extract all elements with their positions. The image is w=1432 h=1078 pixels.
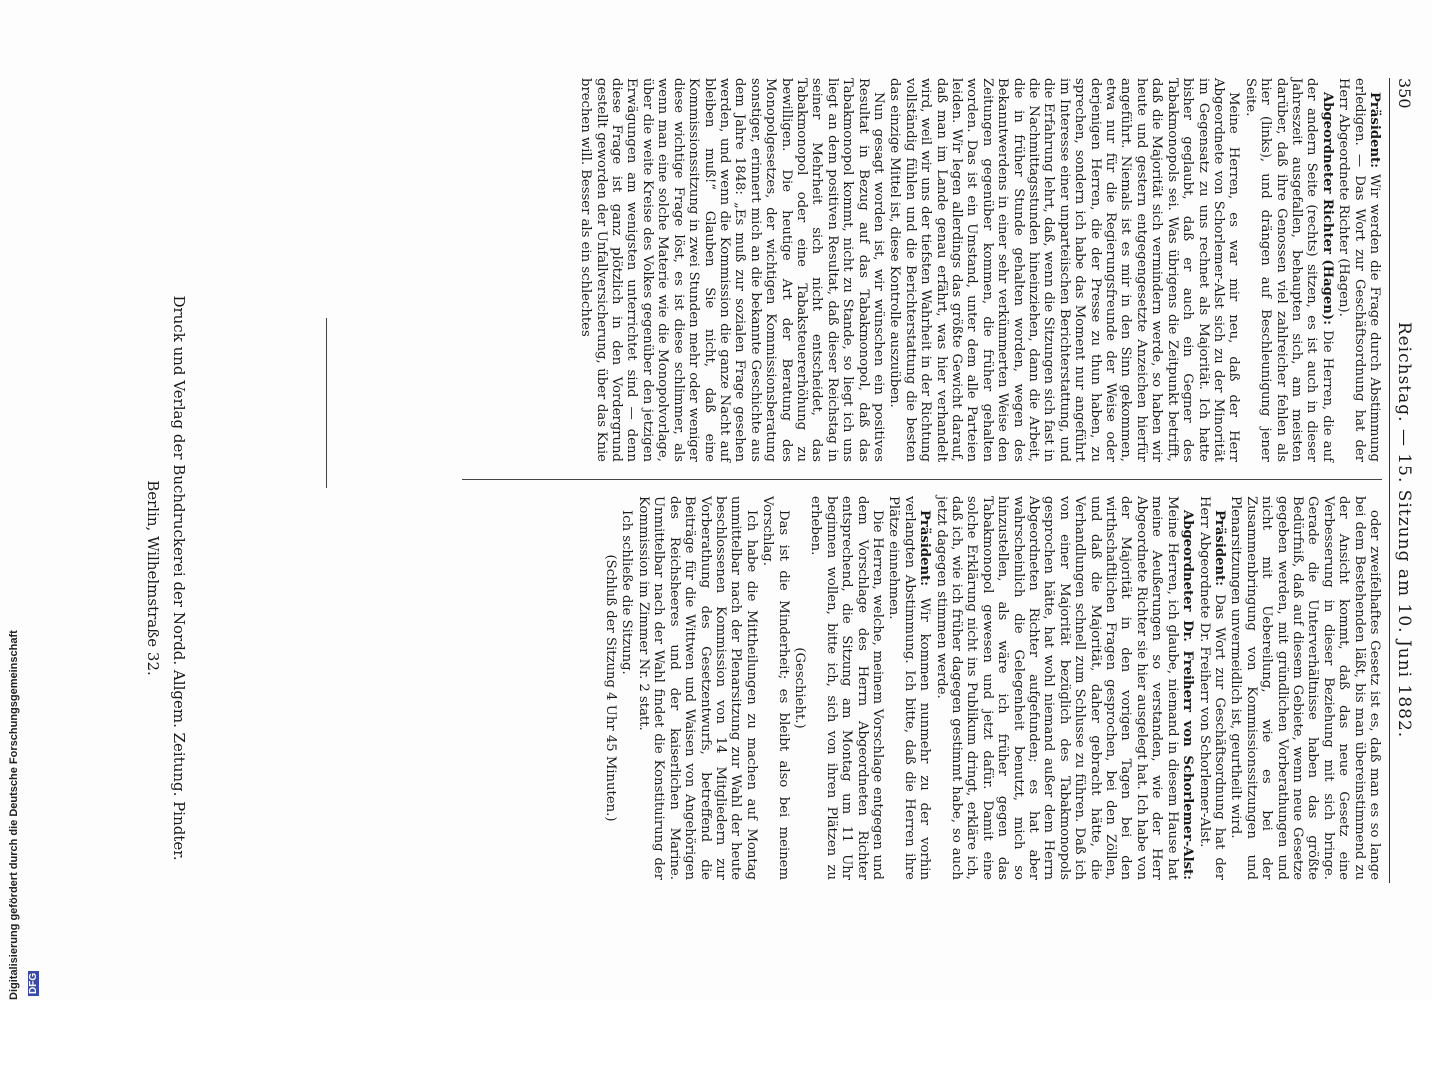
speaker-name: Abgeordneter Richter (Hagen): (1319, 92, 1335, 325)
paragraph (619, 496, 634, 880)
paragraph (808, 496, 885, 880)
paragraph-text: Meine Herren, ich glaube, niemand in diesem Hause hat meine Aeußerungen so verstanden, wie der Herr Abgeordnete Richter sie hier ausgelegt hat. Ich habe von der Majorität in den vorigen Tagen bei den wirthschaftlichen Fragen gesprochen, bei den Zöllen, und daß die Majorität, daher gebracht hätte, die Verhandlungen schnell zum Schlusse zu führen. Daß ich von einer Majorität bezüglich des Tabakmonopols gesprochen hätte, hat wohl niemand außer dem Herrn Abgeordneten Richter aufgefunden; es hat aber wahrscheinlich die Gelegenheit benutzt, mich so hinzustellen, als wäre ich früher gegen das Tabakmonopol gewesen und jetzt dafür. Damit eine solche Erklärung nicht ins Publikum dringt, erkläre ich, daß ich, wie ich früher dagegen gestimmt habe, so auch jetzt dagegen stimmen werde. (933, 496, 1180, 880)
paragraph (636, 496, 759, 880)
paragraph (886, 496, 932, 880)
speaker-name: Präsident: (1211, 510, 1227, 587)
paragraph-text: Die Herren, die auf der andern Seite (rechts) sitzen, es ist auch in dieser Jahreszeit ausgefallen, behaupten sich, am meisten darüber, daß ihre Genossen viel zahlreicher fehlen als hier (links), und drängen auf Beschleunigung jener Seite. (1242, 78, 1335, 463)
digitization-strip (2, 600, 39, 1000)
paragraph (1242, 78, 1334, 462)
digitization-note: Digitalisierung gefördert durch die Deutsche Forschungsgemeinschaft (8, 630, 20, 1000)
speaker-name: Präsident: (1367, 92, 1382, 169)
paragraph (578, 78, 886, 462)
speaker-name: Präsident: (917, 510, 933, 587)
paragraph (887, 78, 1241, 462)
paragraph (603, 496, 618, 880)
paragraph (792, 496, 807, 880)
paragraph-text: Ich schließe die Sitzung. (619, 510, 635, 675)
paragraph-text: (Geschieht.) (791, 647, 807, 729)
paragraph-text: Meine Herren, es war mir neu, daß der Herr Abgeordnete von Schorlemer-Alst sich zu der Minorität im Gegensatz zu uns rechnet als Majorität. Ich hatte bisher geglaubt, daß er auch ein Gegner des Tabakmonopols sei. Was übrigens die Zeitpunkt betrifft, daß die Majorität sich vermindern werde, so haben wir heute und gestern entgegengesetzte Anzeichen hierfür angeführt. Niemals ist es mir in den Sinn gekommen, etwa nur für die Regierungsfreunde der Weise oder derjenigen Herren, die der Presse zu thun haben, zu sprechen, sondern ich habe das Moment nur angeführt im Interesse einer unparteiischen Berichterstattung, und die Erfahrung lehrt, daß, wenn die Sitzungen sich fast in die Nachmittagsstunden hineinziehen, dann die Arbeit, die in früher Stunde gehalten worden, wegen des Bekanntwerdens in einer sehr verkümmerten Weise den Zeitungen gegenüber kommen, die früher gehalten worden. Das ist ein Umstand, unter dem alle Parteien leiden. Wir legen allerdings das größte Gewicht darauf, daß man im Lande genau erfährt, was hier verhandelt wird, weil wir uns der tiefsten Wahrheit in der Richtung vollständig fühlen und die Berichterstattung die besten das einzige Mittel ist, diese Kontrolle auszuüben. (887, 78, 1242, 462)
paragraph-text: Wir werden die Frage durch Abstimmung erledigen. — Das Wort zur Geschäftsordnung hat der Herr Abgeordnete Richter (Hagen). (1336, 78, 1382, 462)
paragraph-text: oder zweifelhaftes Gesetz ist es, daß man es so lange bei dem Bestehenden läßt, bis man übereinstimmend zu der Ansicht kommt, daß das neue Gesetz eine Verbesserung in dieser Beziehung mit sich bringe. Gerade die Unterverhältnisse haben das größte Bedürfniß, daß auf diesem Gebiete, wenn neue Gesetze gegeben werden, mit gründlichen Vorberathungen und nicht mit Uebereilung, wie es bei der Zusammenbringung von Kommissionssitzungen und Plenarsitzungen unvermeidlich ist, geurtheilt wird. (1228, 496, 1382, 880)
paragraph-text: Nun gesagt worden ist, wir wünschen ein positives Resultat in Bezug auf das Tabakmonopol, daß das Tabakmonopol kommt, nicht zu Stande, so liegt ich uns liegt an dem positiven Resultat, daß dieser Reichstag in seiner Mehrheit sich nicht entscheidet, das Tabakmonopol oder eine Tabaksteuererhöhung zu bewilligen. Die heutige Art der Beratung des Monopolgesetzes, der wichtigen Kommissionsberatung sonstiger, erinnert mich an die bekannte Geschichte aus dem Jahre 1848: „Es muß zur sozialen Frage gesehen werden, und wenn die Kommission die ganze Nacht auf bleiben muß!“ Glauben Sie nicht, daß eine Kommissionssitzung in zwei Stunden mehr oder weniger diese wichtige Frage löst, es ist diese schlimmer, als wenn man eine solche Materie wie die Monopolvorlage, über die weite Kreise des Volkes gegenüber den jetzigen Erwägungen am wenigsten unterrichtet sind — denn diese Frage ist ganz plötzlich in den Vordergrund gestellt geworden der Unfallversicherung, über das Knie brechen will. Besser als ein schlechtes (578, 78, 886, 462)
paragraph (1336, 78, 1382, 462)
column-end-rule (326, 318, 327, 488)
paragraph (933, 496, 1195, 880)
paragraph-text: Die Herren, welche, meinem Vorschlage entgegen und dem Vorschlage des Herrn Abgeordneten Richter entsprechend, die Sitzung am Montag um 11 Uhr beginnen wollen, bitte ich, sich von ihren Plätzen zu erheben. (808, 496, 885, 880)
paragraph-text: Das ist die Minderheit; es bleibt also bei meinem Vorschlag. (760, 496, 791, 880)
right-column (462, 496, 1382, 880)
printer-imprint (140, 78, 192, 1078)
paragraph-text: Wir kommen nunmehr zu der vorhin verlangten Abstimmung. Ich bitte, daß die Herren ihre Plätze einnehmen. (886, 496, 933, 880)
running-title: Reichstag. — 15. Sitzung am 10. Juni 1882. (1394, 321, 1414, 739)
paragraph (1196, 496, 1227, 880)
paragraph-text: Ich habe die Mittheilungen zu machen auf Montag unmittelbar nach der Plenarsitzung zur Wahl der heute beschlossenen Kommission von 14 Mitgliedern zur Vorberathung des Gesetzentwurfs, betreffend die Beiträge für die Wittwen und Waisen von Angehörigen des Reichsheeres und der kaiserlichen Marine. Unmittelbar nach der Wahl findet die Konstituirung der Kommission im Zimmer Nr. 2 statt. (635, 496, 759, 880)
imprint-line-2: Berlin, Wilhelmstraße 32. (144, 480, 162, 676)
dfg-logo: DFG (28, 972, 39, 994)
paragraph-text: (Schluß der Sitzung 4 Uhr 45 Minuten.) (603, 554, 619, 822)
left-column (578, 78, 1382, 463)
paragraph (760, 496, 791, 880)
speaker-name: Abgeordneter Dr. Freiherr von Schorlemer-Alst: (1180, 510, 1196, 880)
column-divider (462, 479, 1382, 480)
page-number: 350 (1395, 78, 1414, 109)
imprint-line-1: Druck und Verlag der Buchdruckerei der Nordd. Allgem. Zeitung. Pindter. (170, 295, 188, 861)
paragraph (1228, 496, 1382, 880)
paragraph-text: Das Wort zur Geschäftsordnung hat der Herr Abgeordnete Dr. Freiherr von Schorlemer-Alst. (1196, 496, 1227, 880)
header-rule (1389, 78, 1390, 883)
